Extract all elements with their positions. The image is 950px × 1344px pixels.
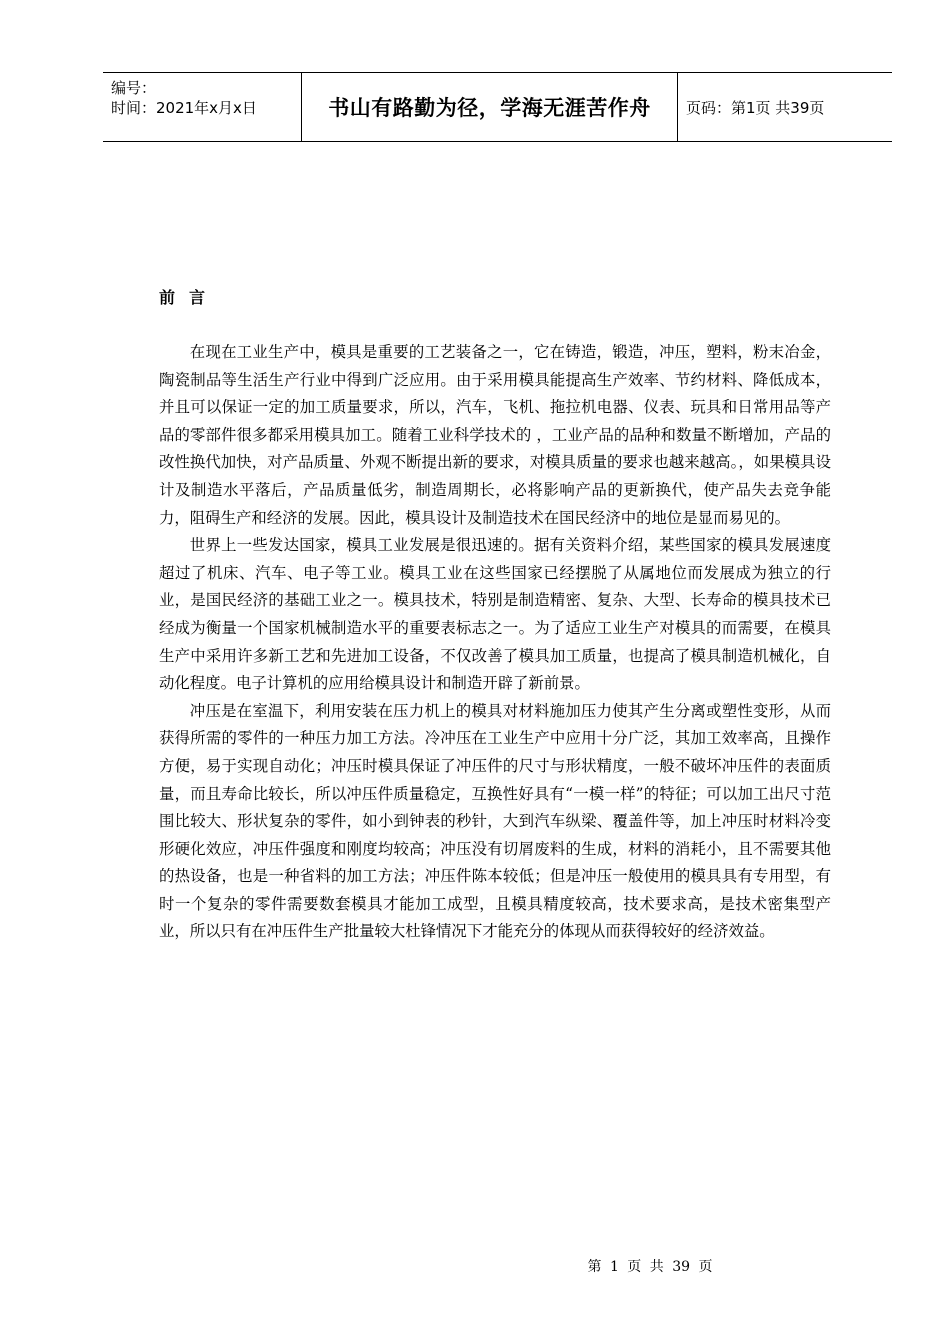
document-time-label: 时间：2021年x月x日 <box>111 99 257 117</box>
footer-page-number: 第 1 页 共 39 页 <box>587 1259 713 1275</box>
paragraph: 在现在工业生产中，模具是重要的工艺装备之一，它在铸造，锻造，冲压，塑料，粉末冶金，陶瓷制品等生活生产行业中得到广泛应用。由于采用模具能提高生产效率、节约材料、降低成本，并且可以保证一定的加工质量要求，所以，汽车，飞机、拖拉机电器、仪表、玩具和日常用品等产品的零部件很多都采用模具加工。随着工业科学技术的 ，工业产品的品种和数量不断增加，产品的改性换代加快，对产品质量、外观不断提出新的要求，对模具质量的要求也越来越高。，如果模具设计及制造水平落后，产品质量低劣，制造周期长，必将影响产品的更新换代，使产品失去竞争能力，阻碍生产和经济的发展。因此，模具设计及制造技术在国民经济中的地位是显而易见的。 <box>159 343 831 527</box>
header-meta <box>103 73 302 141</box>
header-page-info: 页码：第1页 共39页 <box>686 98 825 117</box>
document-body <box>159 284 831 946</box>
paragraph: 冲压是在室温下，利用安装在压力机上的模具对材料施加压力使其产生分离或塑性变形，从而获得所需的零件的一种压力加工方法。冷冲压在工业生产中应用十分广泛，其加工效率高，且操作方便，易于实现自动化；冲压时模具保证了冲压件的尺寸与形状精度，一般不破坏冲压件的表面质量，而且寿命比较长，所以冲压件质量稳定，互换性好具有“一模一样”的特征；可以加工出尺寸范围比较大、形状复杂的零件，如小到钟表的秒针，大到汽车纵梁、覆盖件等，加上冲压时材料冷变形硬化效应，冲压件强度和刚度均较高；冲压没有切屑废料的生成，材料的消耗小，且不需要其他的热设备，也是一种省料的加工方法；冲压件陈本较低；但是冲压一般使用的模具具有专用型，有时一个复杂的零件需要数套模具才能加工成型，且模具精度较高，技术要求高，是技术密集型产业，所以只有在冲压件生产批量较大杜锋情况下才能充分的体现从而获得较好的经济效益。 <box>159 701 831 941</box>
document-number-label: 编号： <box>111 79 157 97</box>
page-footer <box>0 1256 950 1276</box>
paragraph: 世界上一些发达国家，模具工业发展是很迅速的。据有关资料介绍，某些国家的模具发展速度超过了机床、汽车、电子等工业。模具工业在这些国家已经摆脱了从属地位而发展成为独立的行业，是国民经济的基础工业之一。模具技术，特别是制造精密、复杂、大型、长寿命的模具技术已经成为衡量一个国家机械制造水平的重要表标志之一。为了适应工业生产对模具的而需要，在模具生产中采用许多新工艺和先进加工设备，不仅改善了模具加工质量，也提高了模具制造机械化，自动化程度。电子计算机的应用给模具设计和制造开辟了新前景。 <box>159 536 831 693</box>
header-motto: 书山有路勤为径，学海无涯苦作舟 <box>302 73 678 141</box>
section-title: 前言 <box>159 288 220 307</box>
page-header <box>103 72 892 142</box>
